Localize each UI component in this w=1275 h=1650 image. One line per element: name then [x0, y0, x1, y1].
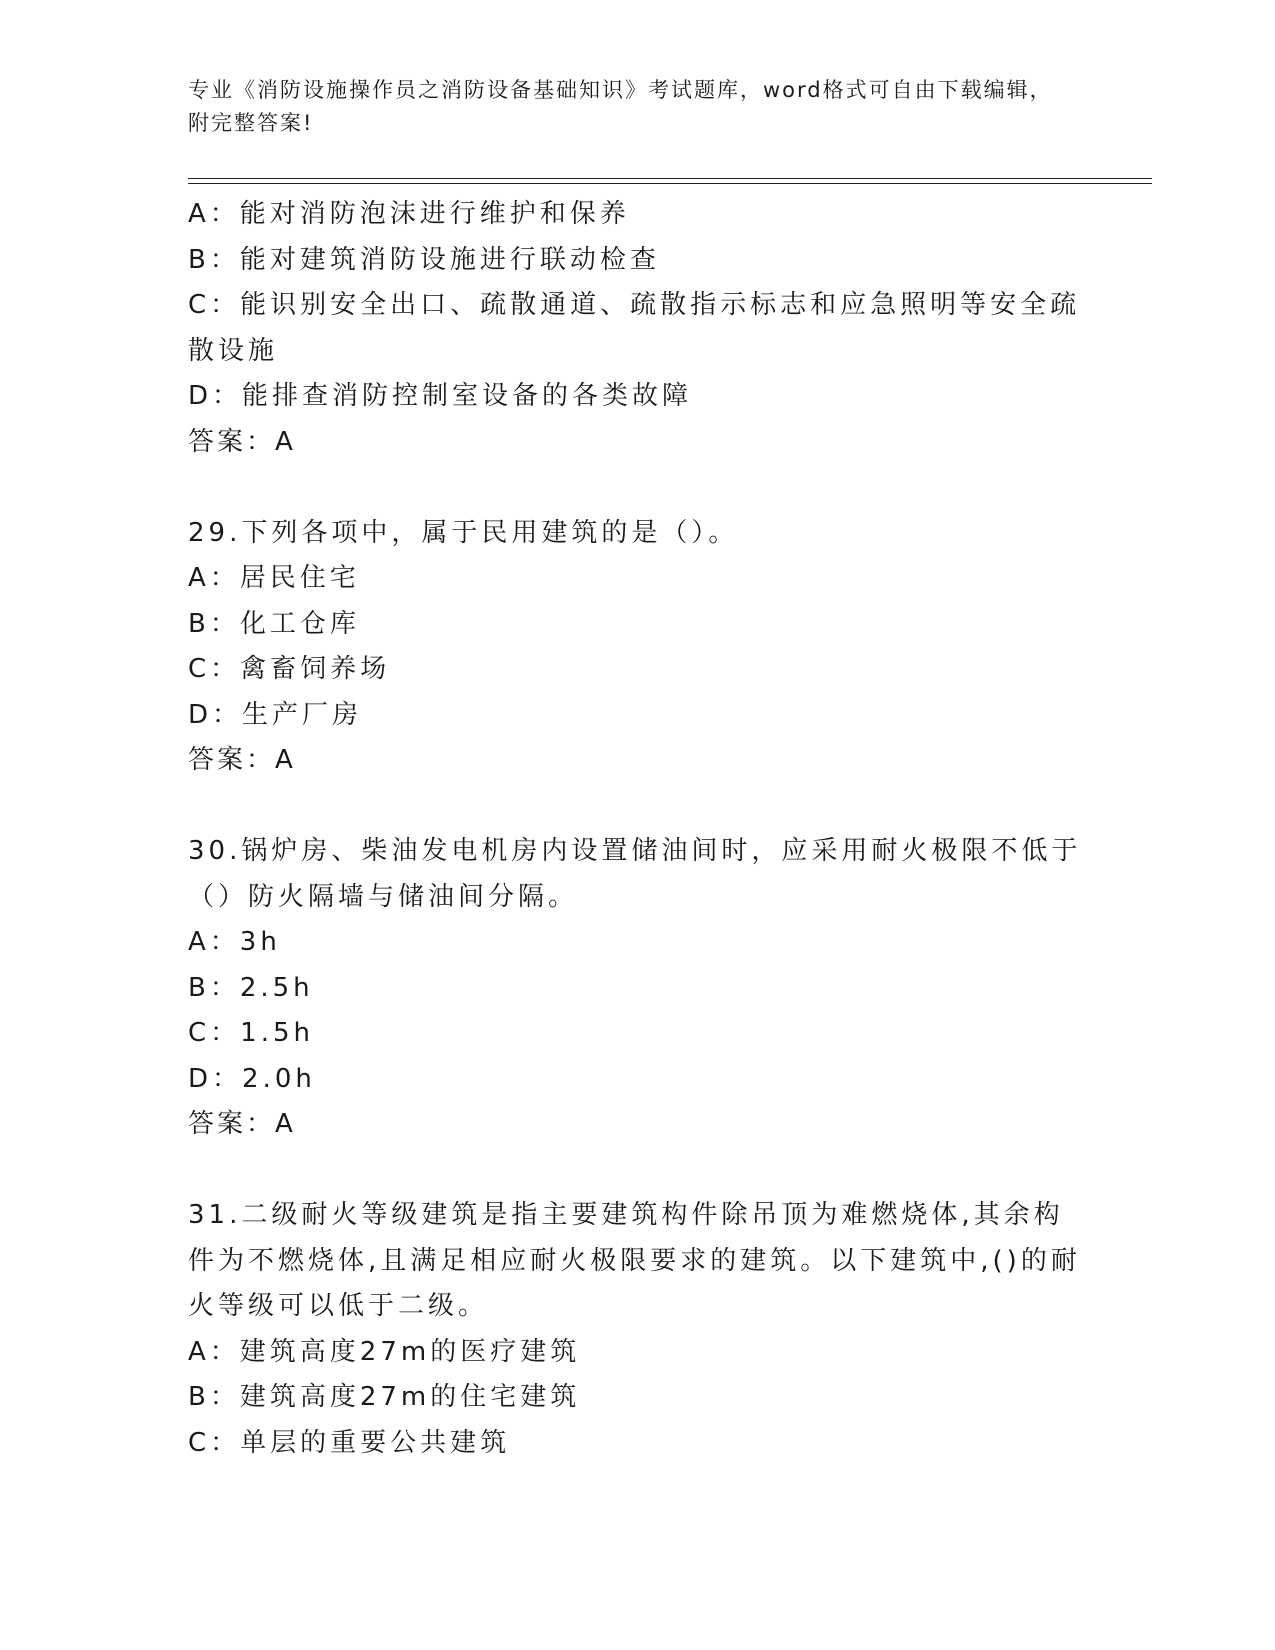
- option-b: B：建筑高度27m的住宅建筑: [188, 1382, 581, 1412]
- answer: 答案：A: [188, 745, 296, 775]
- question-text: 29.下列各项中，属于民用建筑的是（）。: [188, 517, 739, 548]
- answer: 答案：A: [188, 426, 296, 457]
- question-list: [188, 192, 1088, 1466]
- question-text: 31.二级耐火等级建筑是指主要建筑构件除吊顶为难燃烧体,其余构件为不燃烧体,且满足相应耐火极限要求的建筑。以下建筑中,()的耐火等级可以低于二级。: [188, 1200, 1081, 1321]
- option-a: A：能对消防泡沫进行维护和保养: [188, 199, 630, 229]
- option-b: B：能对建筑消防设施进行联动检查: [188, 244, 660, 275]
- document-intro: 专业《消防设施操作员之消防设备基础知识》考试题库，word格式可自由下载编辑，附完整答案!: [188, 78, 1053, 135]
- option-b: B：2.5h: [188, 972, 314, 1003]
- option-b: B：化工仓库: [188, 608, 360, 639]
- option-c: C：单层的重要公共建筑: [188, 1427, 511, 1458]
- spacer: [188, 784, 1088, 830]
- option-a: A：3h: [188, 927, 281, 957]
- question-block-29: [188, 511, 1088, 784]
- option-d: D：能排查消防控制室设备的各类故障: [188, 381, 693, 411]
- option-d: D：2.0h: [188, 1063, 316, 1094]
- header-divider-bottom: [188, 183, 1152, 184]
- question-block-31: [188, 1193, 1088, 1466]
- question-block-28: [188, 192, 1088, 465]
- option-c: C：禽畜饲养场: [188, 654, 391, 684]
- option-c: C：能识别安全出口、疏散通道、疏散指示标志和应急照明等安全疏散设施: [188, 290, 1081, 366]
- option-a: A：建筑高度27m的医疗建筑: [188, 1336, 581, 1367]
- option-d: D：生产厂房: [188, 699, 363, 730]
- header-divider-top: [188, 178, 1152, 179]
- spacer: [188, 465, 1088, 511]
- option-c: C：1.5h: [188, 1018, 314, 1048]
- spacer: [188, 1148, 1088, 1194]
- answer: 答案：A: [188, 1109, 296, 1139]
- option-a: A：居民住宅: [188, 563, 360, 593]
- question-block-30: [188, 829, 1088, 1148]
- question-text: 30.锅炉房、柴油发电机房内设置储油间时，应采用耐火极限不低于（）防火隔墙与储油间分隔。: [188, 836, 1082, 912]
